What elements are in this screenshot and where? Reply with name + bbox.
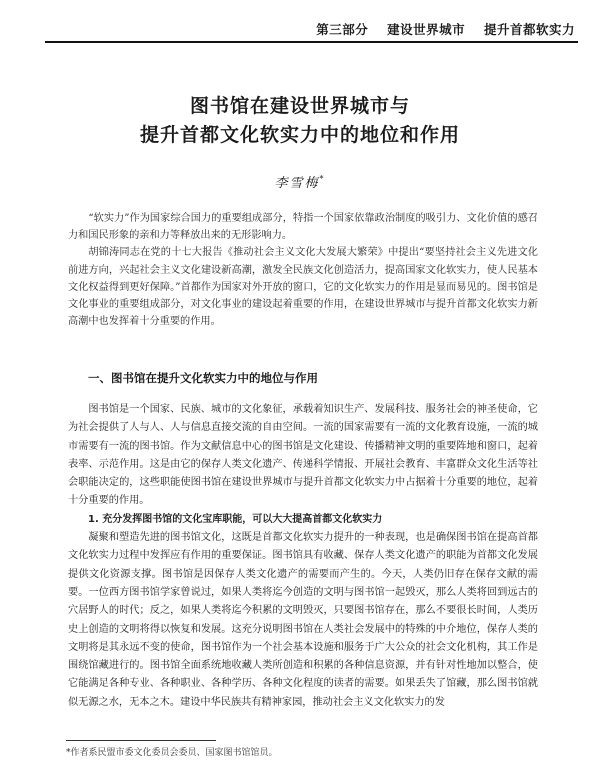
author-text: 李雪梅 [274, 176, 320, 191]
abstract-paragraph-1: “软实力”作为国家综合国力的重要组成部分，特指一个国家依靠政治制度的吸引力、文化价值的感召力和国民形象的亲和力等释放出来的无形影响力。 [68, 213, 538, 242]
author-name [0, 172, 600, 191]
header-topic-2: 提升首都软实力 [483, 22, 575, 37]
abstract-paragraph-2: 胡锦涛同志在党的十七大报告《推动社会主义文化大发展大繁荣》中提出“要坚持社会主义先进文化前进方向，兴起社会主义文化建设新高潮，激发全民族文化创造活力，提高国家文化软实力，使人民基本文化权益得到更好保障。”首都作为国家对外开放的窗口，它的文化软实力的作用是显而易见的。图书馆是文化事业的重要组成部分，对文化事业的建设起着重要的作用，在建设世界城市与提升首都文化软实力新高潮中也发挥着十分重要的作用。 [68, 247, 538, 328]
abstract [68, 210, 538, 330]
subsection-heading-1: 1. 充分发挥图书馆的文化宝库职能，可以大大提高首都文化软实力 [88, 513, 383, 525]
section-heading-1: 一、图书馆在提升文化软实力中的地位与作用 [88, 371, 318, 385]
section-1-body [68, 401, 538, 712]
body-paragraph-1: 图书馆是一个国家、民族、城市的文化象征，承载着知识生产、发展科技、服务社会的神圣使命，它为社会提供了人与人、人与信息直接交流的自由空间。一流的国家需要有一流的文化教育设施，一流的城市需要有一流的图书馆。作为文献信息中心的图书馆是文化建设、传播精神文明的重要阵地和窗口，起着表率、示范作用。这是由它的保存人类文化遗产、传递科学情报、开展社会教育、丰富群众文化生活等社会职能决定的，这些职能使图书馆在建设世界城市与提升首都文化软实力中占据着十分重要的地位，起着十分重要的作用。 [68, 404, 538, 507]
body-paragraph-2: 凝聚和塑造先进的图书馆文化，这既是首都文化软实力提升的一种表现，也是确保图书馆在提高首都文化软实力过程中发挥应有作用的重要保证。图书馆具有收藏、保存人类文化遗产的职能为首都文化发展提供文化资源支撑。图书馆是因保存人类文化遗产的需要而产生的。今天，人类仍旧存在保存文献的需要。一位西方图书馆学家曾说过，如果人类将迄今创造的文明与图书馆一起毁灭，那么人类将回到远古的穴居野人的时代；反之，如果人类将迄今积累的文明毁灭，只要图书馆存在，那么不要很长时间，人类历史上创造的文明将得以恢复和发展。这充分说明图书馆在人类社会发展中的特殊的中介地位，保存人类的文明将是其永远不变的使命，图书馆作为一个社会基本设施和服务于广大公众的社会文化机构，其工作是围绕馆藏进行的。图书馆全面系统地收藏人类所创造和积累的各种信息资源，并有针对性地加以整合，使它能满足各种专业、各种职业、各种学历、各种文化程度的读者的需要。如果丢失了馆藏，那么图书馆就似无源之水，无本之木。建设中华民族共有精神家园，推动社会主义文化软实力的发 [68, 532, 538, 708]
header-part: 第三部分 [316, 22, 369, 37]
header-rule [45, 41, 578, 43]
footnote-rule [66, 740, 216, 741]
header-topic-1: 建设世界城市 [387, 22, 466, 37]
author-footnote-mark: * [319, 174, 326, 184]
article-title-line-1: 图书馆在建设世界城市与 [189, 95, 410, 117]
article-title-line-2: 提升首都文化软实力中的地位和作用 [139, 124, 460, 146]
running-header [0, 20, 575, 38]
author-footnote: *作者系民盟市委文化委员会委员、国家图书馆馆员。 [66, 748, 278, 758]
